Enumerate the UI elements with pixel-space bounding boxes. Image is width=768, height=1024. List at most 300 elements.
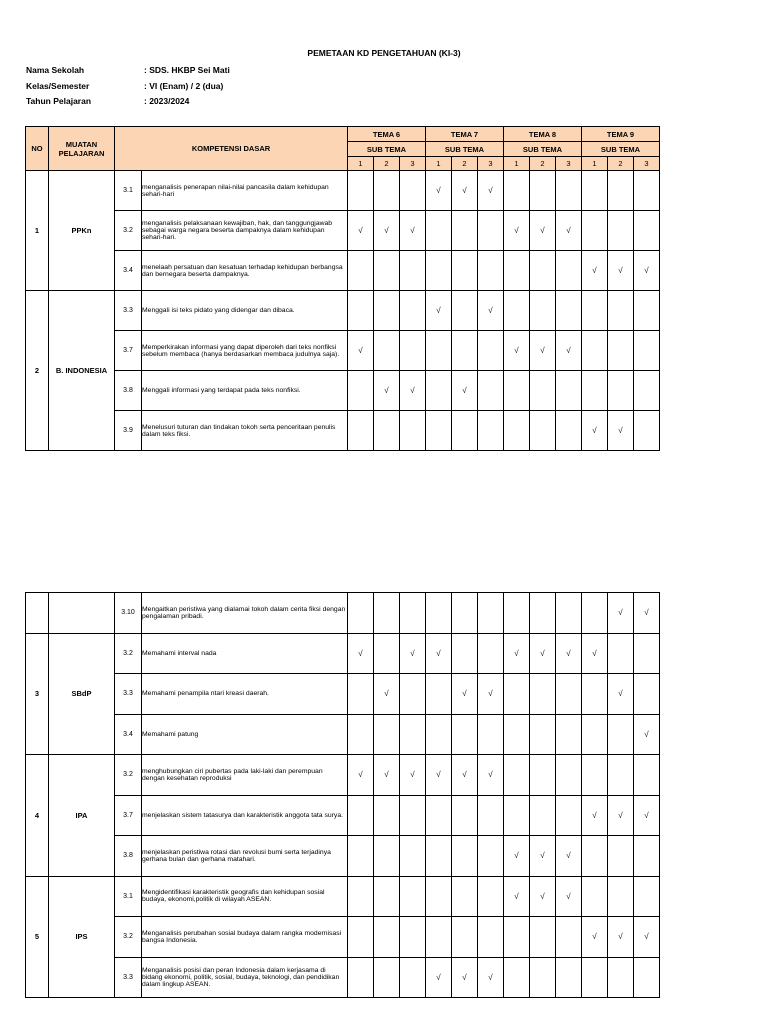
subtema-mark-cell (478, 211, 504, 251)
subtema-mark-cell (478, 291, 504, 331)
subtema-mark-cell (374, 633, 400, 674)
subtema-mark-cell (374, 331, 400, 371)
subtema-mark-cell (634, 291, 660, 331)
subtema-mark-cell (530, 714, 556, 755)
check-mark: √ (488, 306, 493, 315)
subtema-mark-cell (530, 171, 556, 211)
subject-name: SBdP (49, 633, 115, 755)
subtema-mark-cell (400, 795, 426, 836)
subtema-mark-cell (608, 957, 634, 998)
kd-description: Mengidentifikasi karakteristik geografis dan kehidupan sosial budaya, ekonomi,politik di wilayah ASEAN. (142, 876, 348, 917)
subtema-mark-cell (530, 593, 556, 634)
subtema-mark-cell (634, 836, 660, 877)
subtema-mark-cell (374, 876, 400, 917)
subject-name: PPKn (49, 171, 115, 291)
subtema-mark-cell (556, 331, 582, 371)
subtema-mark-cell (556, 957, 582, 998)
header-subtema-number: 1 (348, 157, 374, 171)
subtema-mark-cell (582, 674, 608, 715)
subtema-mark-cell (400, 917, 426, 958)
subtema-mark-cell (400, 331, 426, 371)
subtema-mark-cell (374, 917, 400, 958)
subtema-mark-cell (452, 171, 478, 211)
check-mark: √ (540, 891, 545, 901)
subtema-mark-cell (582, 957, 608, 998)
subtema-mark-cell (478, 411, 504, 451)
subtema-mark-cell (556, 917, 582, 958)
header-tema-9: TEMA 9 (582, 127, 660, 142)
subtema-mark-cell (400, 755, 426, 796)
subtema-mark-cell (478, 593, 504, 634)
subtema-mark-cell (452, 211, 478, 251)
subtema-mark-cell (556, 795, 582, 836)
kd-description: Memahami interval nada (142, 633, 348, 674)
subtema-mark-cell (582, 411, 608, 451)
check-mark: √ (592, 810, 597, 820)
check-mark: √ (514, 851, 519, 861)
subtema-mark-cell (400, 674, 426, 715)
check-mark: √ (644, 266, 649, 275)
subtema-mark-cell (478, 371, 504, 411)
subject-name: B. INDONESIA (49, 291, 115, 451)
kd-code: 3.2 (115, 633, 142, 674)
subject-number: 3 (26, 633, 49, 755)
subtema-mark-cell (634, 795, 660, 836)
subtema-mark-cell (348, 411, 374, 451)
header-subtema-number: 3 (556, 157, 582, 171)
subtema-mark-cell (634, 957, 660, 998)
subtema-mark-cell (504, 331, 530, 371)
kd-code: 3.4 (115, 251, 142, 291)
kd-description: Menelusuri tuturan dan tindakan tokoh serta penceritaan penulis dalam teks fiksi. (142, 411, 348, 451)
subtema-mark-cell (452, 836, 478, 877)
subtema-mark-cell (426, 795, 452, 836)
subtema-mark-cell (504, 674, 530, 715)
subtema-mark-cell (452, 795, 478, 836)
kd-description: menelaah persatuan dan kesatuan terhadap kehidupan berbangsa dan bernegara beserta dampaknya. (142, 251, 348, 291)
kd-description: Menganalisis perubahan sosial budaya dalam rangka modernisasi bangsa Indonesia. (142, 917, 348, 958)
check-mark: √ (618, 932, 623, 942)
check-mark: √ (644, 729, 649, 739)
subtema-mark-cell (556, 593, 582, 634)
check-mark: √ (462, 386, 467, 395)
check-mark: √ (358, 346, 363, 355)
header-tema-7: TEMA 7 (426, 127, 504, 142)
subtema-mark-cell (582, 291, 608, 331)
check-mark: √ (436, 648, 441, 658)
subtema-mark-cell (348, 755, 374, 796)
check-mark: √ (488, 689, 493, 699)
check-mark: √ (384, 770, 389, 780)
subtema-mark-cell (426, 291, 452, 331)
check-mark: √ (488, 770, 493, 780)
subtema-mark-cell (608, 876, 634, 917)
kd-code: 3.7 (115, 331, 142, 371)
subtema-mark-cell (426, 917, 452, 958)
check-mark: √ (462, 186, 467, 195)
check-mark: √ (436, 186, 441, 195)
header-subtema-number: 2 (452, 157, 478, 171)
header-muatan: MUATAN PELAJARAN (49, 127, 115, 171)
table-row (26, 633, 660, 674)
subtema-mark-cell (478, 331, 504, 371)
check-mark: √ (566, 226, 571, 235)
header-tema-8: TEMA 8 (504, 127, 582, 142)
subtema-mark-cell (556, 633, 582, 674)
kd-code: 3.8 (115, 836, 142, 877)
subtema-mark-cell (504, 957, 530, 998)
kd-code: 3.8 (115, 371, 142, 411)
subtema-mark-cell (582, 633, 608, 674)
subtema-mark-cell (374, 171, 400, 211)
kd-description: menganalisis penerapan nilai-nilai pancasila dalam kehidupan sehari-hari (142, 171, 348, 211)
subtema-mark-cell (634, 876, 660, 917)
subtema-mark-cell (634, 371, 660, 411)
subtema-mark-cell (608, 714, 634, 755)
subtema-mark-cell (400, 714, 426, 755)
table-row (26, 211, 660, 251)
subject-name: IPS (49, 876, 115, 998)
subtema-mark-cell (634, 593, 660, 634)
kd-description: Menggali informasi yang terdapat pada teks nonfiksi. (142, 371, 348, 411)
subtema-mark-cell (348, 917, 374, 958)
kd-description: Memperkirakan informasi yang dapat diperoleh dari teks nonfiksi sebelum membaca (hanya berdasarkan membaca judulnya saja). (142, 331, 348, 371)
subtema-mark-cell (608, 836, 634, 877)
subject-number (26, 593, 49, 634)
kd-description: Menganalisis posisi dan peran Indonesia dalam kerjasama di bidang ekonomi, politik, sosial, budaya, teknologi, dan pendidikan dalam lingkup ASEAN. (142, 957, 348, 998)
check-mark: √ (384, 689, 389, 699)
subtema-mark-cell (634, 714, 660, 755)
subtema-mark-cell (426, 674, 452, 715)
subtema-mark-cell (426, 957, 452, 998)
check-mark: √ (358, 770, 363, 780)
header-subtema-number: 3 (634, 157, 660, 171)
check-mark: √ (410, 648, 415, 658)
subtema-mark-cell (608, 755, 634, 796)
subtema-mark-cell (452, 876, 478, 917)
subtema-mark-cell (608, 251, 634, 291)
subtema-mark-cell (634, 251, 660, 291)
table-row (26, 674, 660, 715)
subtema-mark-cell (452, 755, 478, 796)
subtema-mark-cell (582, 755, 608, 796)
subtema-mark-cell (452, 917, 478, 958)
subtema-mark-cell (634, 171, 660, 211)
table-row (26, 957, 660, 998)
subtema-mark-cell (504, 371, 530, 411)
subtema-mark-cell (348, 593, 374, 634)
subject-number: 4 (26, 755, 49, 877)
subtema-mark-cell (348, 674, 374, 715)
table-row (26, 593, 660, 634)
header-subtema: SUB TEMA (426, 142, 504, 157)
subtema-mark-cell (556, 876, 582, 917)
check-mark: √ (514, 226, 519, 235)
subtema-mark-cell (374, 593, 400, 634)
header-subtema: SUB TEMA (504, 142, 582, 157)
check-mark: √ (540, 226, 545, 235)
subtema-mark-cell (426, 633, 452, 674)
document-title: PEMETAAN KD PENGETAHUAN (KI-3) (307, 48, 461, 58)
check-mark: √ (592, 426, 597, 435)
subtema-mark-cell (348, 795, 374, 836)
subtema-mark-cell (426, 593, 452, 634)
header-subtema: SUB TEMA (582, 142, 660, 157)
subtema-mark-cell (634, 917, 660, 958)
check-mark: √ (436, 306, 441, 315)
subtema-mark-cell (374, 836, 400, 877)
check-mark: √ (488, 186, 493, 195)
subtema-mark-cell (530, 755, 556, 796)
subtema-mark-cell (634, 633, 660, 674)
subtema-mark-cell (530, 917, 556, 958)
subtema-mark-cell (478, 876, 504, 917)
table-row (26, 371, 660, 411)
subtema-mark-cell (400, 291, 426, 331)
subtema-mark-cell (556, 714, 582, 755)
subtema-mark-cell (582, 917, 608, 958)
info-label: Nama Sekolah (26, 65, 85, 75)
check-mark: √ (514, 648, 519, 658)
check-mark: √ (514, 891, 519, 901)
header-subtema-number: 1 (426, 157, 452, 171)
subtema-mark-cell (608, 674, 634, 715)
check-mark: √ (644, 608, 649, 618)
subtema-mark-cell (504, 211, 530, 251)
subtema-mark-cell (608, 411, 634, 451)
subtema-mark-cell (478, 917, 504, 958)
subtema-mark-cell (504, 291, 530, 331)
check-mark: √ (384, 386, 389, 395)
subtema-mark-cell (608, 795, 634, 836)
table-row (26, 714, 660, 755)
subtema-mark-cell (582, 714, 608, 755)
header-subtema-number: 1 (582, 157, 608, 171)
subtema-mark-cell (608, 371, 634, 411)
check-mark: √ (566, 346, 571, 355)
subject-name (49, 593, 115, 634)
subtema-mark-cell (452, 593, 478, 634)
kd-code: 3.3 (115, 291, 142, 331)
info-label: Kelas/Semester (26, 81, 90, 91)
subtema-mark-cell (530, 251, 556, 291)
subtema-mark-cell (452, 633, 478, 674)
subtema-mark-cell (556, 836, 582, 877)
subtema-mark-cell (478, 171, 504, 211)
kd-table-page-1 (25, 126, 660, 451)
subject-name: IPA (49, 755, 115, 877)
table-row (26, 755, 660, 796)
table-row (26, 331, 660, 371)
check-mark: √ (358, 226, 363, 235)
subtema-mark-cell (348, 331, 374, 371)
subtema-mark-cell (608, 171, 634, 211)
check-mark: √ (644, 932, 649, 942)
subtema-mark-cell (556, 171, 582, 211)
subtema-mark-cell (530, 411, 556, 451)
subtema-mark-cell (530, 674, 556, 715)
subtema-mark-cell (504, 876, 530, 917)
subtema-mark-cell (504, 795, 530, 836)
subtema-mark-cell (582, 331, 608, 371)
table-row (26, 251, 660, 291)
header-subtema-number: 3 (478, 157, 504, 171)
subtema-mark-cell (348, 714, 374, 755)
subtema-mark-cell (530, 371, 556, 411)
subtema-mark-cell (504, 171, 530, 211)
subtema-mark-cell (400, 211, 426, 251)
subtema-mark-cell (504, 593, 530, 634)
table-row (26, 917, 660, 958)
check-mark: √ (358, 648, 363, 658)
table-row (26, 411, 660, 451)
check-mark: √ (592, 266, 597, 275)
subtema-mark-cell (374, 371, 400, 411)
check-mark: √ (618, 689, 623, 699)
table-row (26, 171, 660, 211)
check-mark: √ (540, 851, 545, 861)
kd-description: menjelaskan peristiwa rotasi dan revolusi bumi serta terjadinya gerhana bulan dan gerhana matahari. (142, 836, 348, 877)
kd-code: 3.9 (115, 411, 142, 451)
header-subtema-number: 1 (504, 157, 530, 171)
subtema-mark-cell (504, 755, 530, 796)
kd-code: 3.1 (115, 171, 142, 211)
subtema-mark-cell (478, 633, 504, 674)
subtema-mark-cell (530, 211, 556, 251)
subtema-mark-cell (374, 411, 400, 451)
kd-table-page-2 (25, 592, 660, 998)
subtema-mark-cell (374, 251, 400, 291)
subtema-mark-cell (530, 795, 556, 836)
subtema-mark-cell (556, 251, 582, 291)
header-subtema-number: 2 (530, 157, 556, 171)
subtema-mark-cell (556, 211, 582, 251)
check-mark: √ (592, 648, 597, 658)
subtema-mark-cell (348, 633, 374, 674)
subtema-mark-cell (426, 876, 452, 917)
kd-description: Memahami penampila ntari kreasi daerah. (142, 674, 348, 715)
check-mark: √ (618, 608, 623, 618)
subtema-mark-cell (426, 211, 452, 251)
table-row (26, 876, 660, 917)
subtema-mark-cell (504, 836, 530, 877)
info-label: Tahun Pelajaran (26, 96, 92, 106)
table-row (26, 795, 660, 836)
table-row (26, 836, 660, 877)
subtema-mark-cell (530, 291, 556, 331)
check-mark: √ (618, 266, 623, 275)
subtema-mark-cell (400, 876, 426, 917)
subtema-mark-cell (582, 836, 608, 877)
subtema-mark-cell (374, 211, 400, 251)
subtema-mark-cell (348, 876, 374, 917)
subtema-mark-cell (634, 411, 660, 451)
check-mark: √ (618, 810, 623, 820)
subtema-mark-cell (504, 633, 530, 674)
info-value: : VI (Enam) / 2 (dua) (144, 81, 224, 91)
subtema-mark-cell (478, 755, 504, 796)
check-mark: √ (410, 226, 415, 235)
kd-code: 3.2 (115, 211, 142, 251)
subtema-mark-cell (400, 957, 426, 998)
subtema-mark-cell (582, 795, 608, 836)
table-row (26, 291, 660, 331)
subtema-mark-cell (530, 876, 556, 917)
kd-code: 3.4 (115, 714, 142, 755)
kd-code: 3.10 (115, 593, 142, 634)
kd-code: 3.1 (115, 876, 142, 917)
kd-description: Menggali isi teks pidato yang didengar dan dibaca. (142, 291, 348, 331)
subtema-mark-cell (400, 411, 426, 451)
subtema-mark-cell (504, 411, 530, 451)
check-mark: √ (566, 851, 571, 861)
subject-number: 5 (26, 876, 49, 998)
check-mark: √ (436, 972, 441, 982)
subtema-mark-cell (348, 251, 374, 291)
subtema-mark-cell (530, 633, 556, 674)
subtema-mark-cell (348, 171, 374, 211)
subtema-mark-cell (582, 371, 608, 411)
subtema-mark-cell (452, 957, 478, 998)
subtema-mark-cell (504, 714, 530, 755)
subtema-mark-cell (608, 331, 634, 371)
subtema-mark-cell (504, 251, 530, 291)
subtema-mark-cell (582, 251, 608, 291)
subtema-mark-cell (400, 836, 426, 877)
subtema-mark-cell (374, 674, 400, 715)
kd-description: menganalisis pelaksanaan kewajiban, hak, dan tanggungjawab sebagai warga negara beserta dampaknya dalam kehidupan sehari-hari. (142, 211, 348, 251)
subtema-mark-cell (400, 171, 426, 211)
subtema-mark-cell (608, 291, 634, 331)
check-mark: √ (566, 648, 571, 658)
subtema-mark-cell (582, 593, 608, 634)
subtema-mark-cell (556, 755, 582, 796)
subtema-mark-cell (530, 331, 556, 371)
subtema-mark-cell (608, 211, 634, 251)
kd-description: menjelaskan sistem tatasurya dan karakteristik anggota tata surya. (142, 795, 348, 836)
header-subtema-number: 3 (400, 157, 426, 171)
subtema-mark-cell (426, 836, 452, 877)
check-mark: √ (462, 770, 467, 780)
header-subtema-number: 2 (374, 157, 400, 171)
header-subtema: SUB TEMA (348, 142, 426, 157)
kd-description: Memahami patung (142, 714, 348, 755)
info-year (26, 96, 189, 106)
subtema-mark-cell (374, 714, 400, 755)
subtema-mark-cell (426, 411, 452, 451)
subtema-mark-cell (348, 836, 374, 877)
subtema-mark-cell (478, 957, 504, 998)
subtema-mark-cell (348, 957, 374, 998)
info-school (26, 65, 230, 75)
subtema-mark-cell (478, 795, 504, 836)
subtema-mark-cell (478, 251, 504, 291)
check-mark: √ (384, 226, 389, 235)
check-mark: √ (462, 689, 467, 699)
check-mark: √ (540, 648, 545, 658)
subtema-mark-cell (530, 836, 556, 877)
subtema-mark-cell (478, 674, 504, 715)
subtema-mark-cell (426, 755, 452, 796)
subtema-mark-cell (452, 411, 478, 451)
kd-code: 3.2 (115, 917, 142, 958)
subtema-mark-cell (374, 795, 400, 836)
subtema-mark-cell (426, 171, 452, 211)
subtema-mark-cell (426, 251, 452, 291)
subtema-mark-cell (348, 371, 374, 411)
subtema-mark-cell (608, 917, 634, 958)
kd-description: menghubungkan ciri pubertas pada laki-laki dan perempuan dengan kesehatan reproduksi (142, 755, 348, 796)
